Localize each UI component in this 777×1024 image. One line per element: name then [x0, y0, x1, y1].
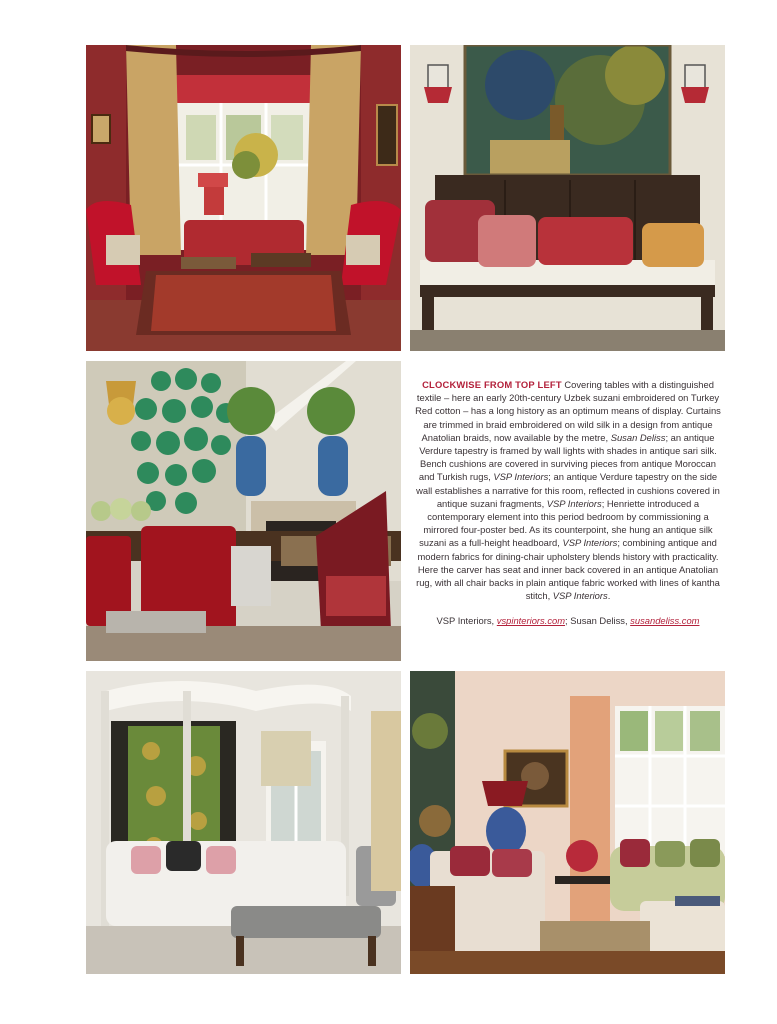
photo-tapestry-bench-hall	[410, 45, 725, 351]
caption-credit-italic: VSP Interiors	[546, 497, 602, 509]
photo-red-drawing-room	[86, 45, 401, 351]
credits-line	[412, 614, 724, 627]
caption-segment: .	[607, 590, 611, 602]
caption-text	[412, 378, 724, 602]
caption-credit-italic: VSP Interiors	[493, 471, 549, 483]
caption-lead: CLOCKWISE FROM TOP LEFT	[422, 379, 562, 390]
caption-segment: Covering tables with a distinguished textile – here an early 20th-century Uzbek suzani embroidered on Turkey Red cotton – has a long history as an optimum means of display. Curtains are trimmed in braid embroidered on wild silk in a design from antique Anatolian braids, now available by the metre,	[415, 379, 721, 443]
caption-segment: ; an antique Verdure tapestry is framed by wall lights with shades in antique sari silk. Bench cushions are covered in surviving pieces from antique Moroccan and Turkish rugs,	[418, 431, 717, 483]
credit-separator: ; Susan Deliss,	[565, 615, 631, 627]
caption-credit-italic: Susan Deliss	[610, 431, 666, 443]
credit-vsp-name: VSP Interiors,	[436, 615, 497, 627]
caption-segment: ; an antique Verdure tapestry on the side wall establishes a narrative for this room, reflected in cushions covered in antique suzani fragments,	[416, 471, 720, 509]
caption-credit-italic: VSP Interiors	[562, 537, 618, 549]
credit-susan-link[interactable]: susandeliss.com	[630, 615, 700, 627]
photo-dining-room-plates	[86, 361, 401, 661]
photo-pink-sitting-room	[410, 671, 725, 974]
credit-vsp-link[interactable]: vspinteriors.com	[496, 615, 566, 627]
caption-segment: ; combining antique and modern fabrics for dining-chair upholstery blends history with practicality. Here the carver has seat and inner back covered in an antique Anatolian rug, with all chair backs in plain antique fabric worked with lines of kantha stitch,	[416, 537, 720, 602]
photo-four-poster-bedroom	[86, 671, 401, 974]
caption-segment: ; Henriette introduced a contemporary element into this period bedroom by commissioning a mirrored four-poster bed. As its counterpoint, she hung an antique silk suzani as a full-height headboard,	[419, 497, 713, 549]
caption-credit-italic: VSP Interiors	[552, 590, 608, 602]
caption-block	[412, 378, 724, 627]
